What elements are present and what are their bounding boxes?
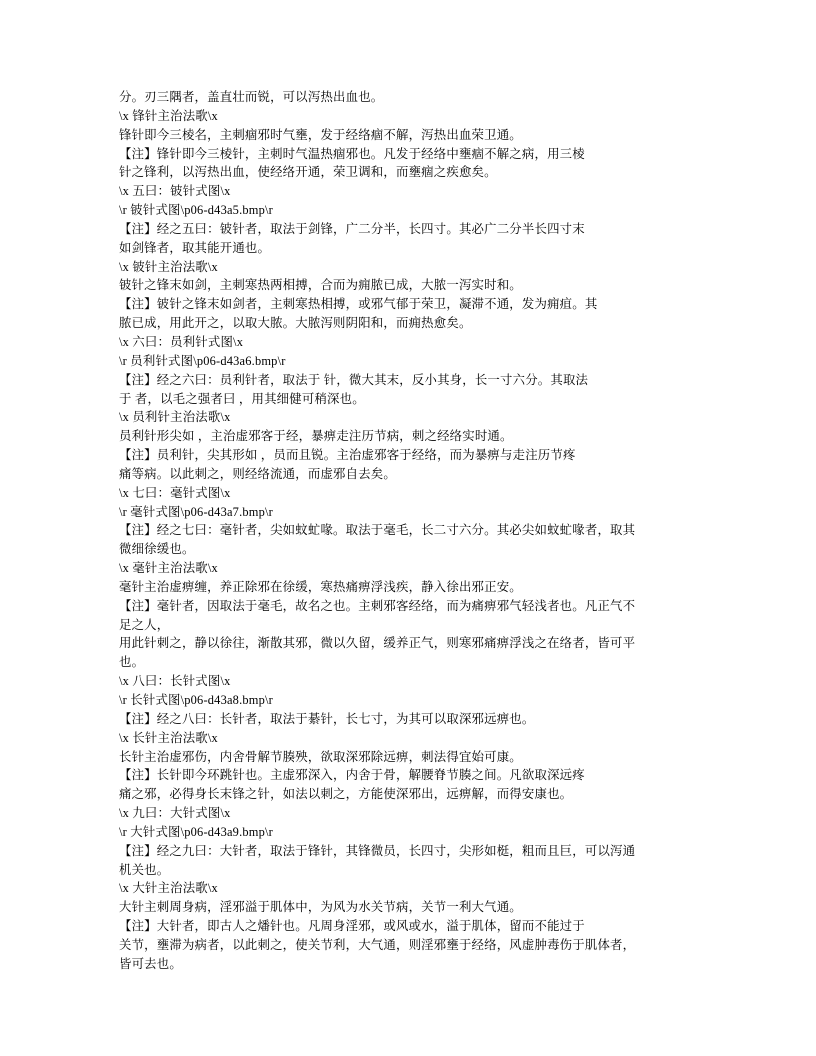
text-line: 足之人，	[119, 617, 170, 632]
text-line: 痛之邪，必得身长末锋之针，如法以刺之，方能使深邪出，远痹解，而得安康也。	[119, 787, 573, 802]
text-line: \x 六曰：员利针式图\x	[119, 334, 244, 349]
text-line: 【注】员利针，尖其形如 ，员而且锐。主治虚邪客于经络，而为暴痹与走注历节疼	[119, 448, 576, 463]
text-line: 【注】锋针即今三棱针，主刺时气温热痼邪也。凡发于经络中壅痼不解之病，用三棱	[119, 146, 585, 161]
text-line: 【注】经之五曰：铍针者，取法于剑锋，广二分半，长四寸。其必广二分半长四寸末	[119, 221, 585, 236]
text-line: \x 五曰：铍针式图\x	[119, 184, 231, 199]
text-line: \x 大针主治法歌\x	[119, 881, 218, 896]
text-line: \x 七曰：毫针式图\x	[119, 485, 231, 500]
text-line: 【注】经之七曰：毫针者，尖如蚊虻喙。取法于毫毛，长二寸六分。其必尖如蚊虻喙者，取其	[119, 523, 636, 538]
text-line: \r 毫针式图\p06-d43a7.bmp\r	[119, 504, 273, 519]
text-line: 长针主治虚邪伤，内舍骨解节腠殃，欲取深邪除远痹，刺法得宜始可康。	[119, 749, 522, 764]
text-line: \x 锋针主治法歌\x	[119, 108, 218, 123]
text-line: 皆可去也。	[119, 956, 182, 971]
text-line: 【注】铍针之锋末如剑者，主刺寒热相搏，或邪气郁于荣卫，凝滞不通，发为痈疽。其	[119, 297, 598, 312]
text-line: 针之锋利，以泻热出血，使经络开通，荣卫调和，而壅痼之疾愈矣。	[119, 165, 497, 180]
text-line: \x 九曰：大针式图\x	[119, 806, 231, 821]
text-line: 如剑锋者，取其能开通也。	[119, 240, 271, 255]
text-line: \r 长针式图\p06-d43a8.bmp\r	[119, 693, 273, 707]
text-line: \r 员利针式图\p06-d43a6.bmp\r	[119, 353, 286, 368]
text-line: 也。	[119, 655, 145, 670]
text-line: 【注】毫针者，因取法于毫毛，故名之也。主刺邪客经络，而为痛痹邪气轻浅者也。凡正气不	[119, 598, 636, 613]
text-line: \r 大针式图\p06-d43a9.bmp\r	[119, 824, 273, 839]
text-line: 【注】大针者，即古人之燔针也。凡周身淫邪，或风或水，溢于肌体，留而不能过于	[119, 919, 585, 934]
text-line: 毫针主治虚痹缠，养正除邪在徐缓，寒热痛痹浮浅疾，静入徐出邪正安。	[119, 579, 522, 594]
text-line: 【注】经之九曰：大针者，取法于锋针，其锋微员，长四寸，尖形如梃，粗而且巨，可以泻通	[119, 843, 636, 858]
text-line: \x 铍针主治法歌\x	[119, 259, 218, 274]
text-line: \x 长针主治法歌\x	[119, 730, 218, 745]
text-line: 【注】经之八曰：长针者，取法于綦针，长七寸，为其可以取深邪远痹也。	[119, 711, 535, 726]
text-line: 用此针刺之，静以徐往，渐散其邪，微以久留，缓养正气，则寒邪痛痹浮浅之在络者，皆可平	[119, 636, 636, 651]
text-line: 机关也。	[119, 862, 170, 877]
text-line: \x 八曰：长针式图\x	[119, 674, 231, 689]
text-line: \x 毫针主治法歌\x	[119, 561, 218, 576]
text-line: 分。刃三隅者，盖直壮而锐，可以泻热出血也。	[119, 90, 384, 104]
text-line: \r 铍针式图\p06-d43a5.bmp\r	[119, 203, 273, 218]
text-line: 微细徐缓也。	[119, 542, 195, 557]
text-line: \x 员利针主治法歌\x	[119, 410, 231, 425]
text-line: 痛等病。以此刺之，则经络流通，而虚邪自去矣。	[119, 466, 396, 481]
text-line: 铍针之锋末如剑，主刺寒热两相搏，合而为痈脓已成，大脓一泻实时和。	[119, 278, 522, 293]
text-line: 锋针即今三棱名，主刺痼邪时气壅，发于经络痼不解，泻热出血荣卫通。	[119, 127, 522, 142]
text-line: 大针主刺周身病，淫邪溢于肌体中，为风为水关节病，关节一利大气通。	[119, 900, 522, 915]
document-body	[119, 88, 719, 974]
text-line: 员利针形尖如 ，主治虚邪客于经，暴痹走注历节病，刺之经络实时通。	[119, 429, 513, 444]
text-line: 于 者，以毛之强者曰 ，用其细健可稍深也。	[119, 391, 365, 406]
text-line: 【注】长针即今环跳针也。主虚邪深入，内舍于骨，解腰脊节腠之间。凡欲取深远疼	[119, 768, 585, 783]
text-line: 【注】经之六曰：员利针者，取法于 针，微大其末，反小其身，长一寸六分。其取法	[119, 372, 589, 387]
text-line: 关节，壅滞为病者，以此刺之，使关节利，大气通，则淫邪壅于经络，风虚肿毒伤于肌体者，	[119, 937, 636, 952]
text-line: 脓已成，用此开之，以取大脓。大脓泻则阴阳和，而痈热愈矣。	[119, 316, 472, 331]
